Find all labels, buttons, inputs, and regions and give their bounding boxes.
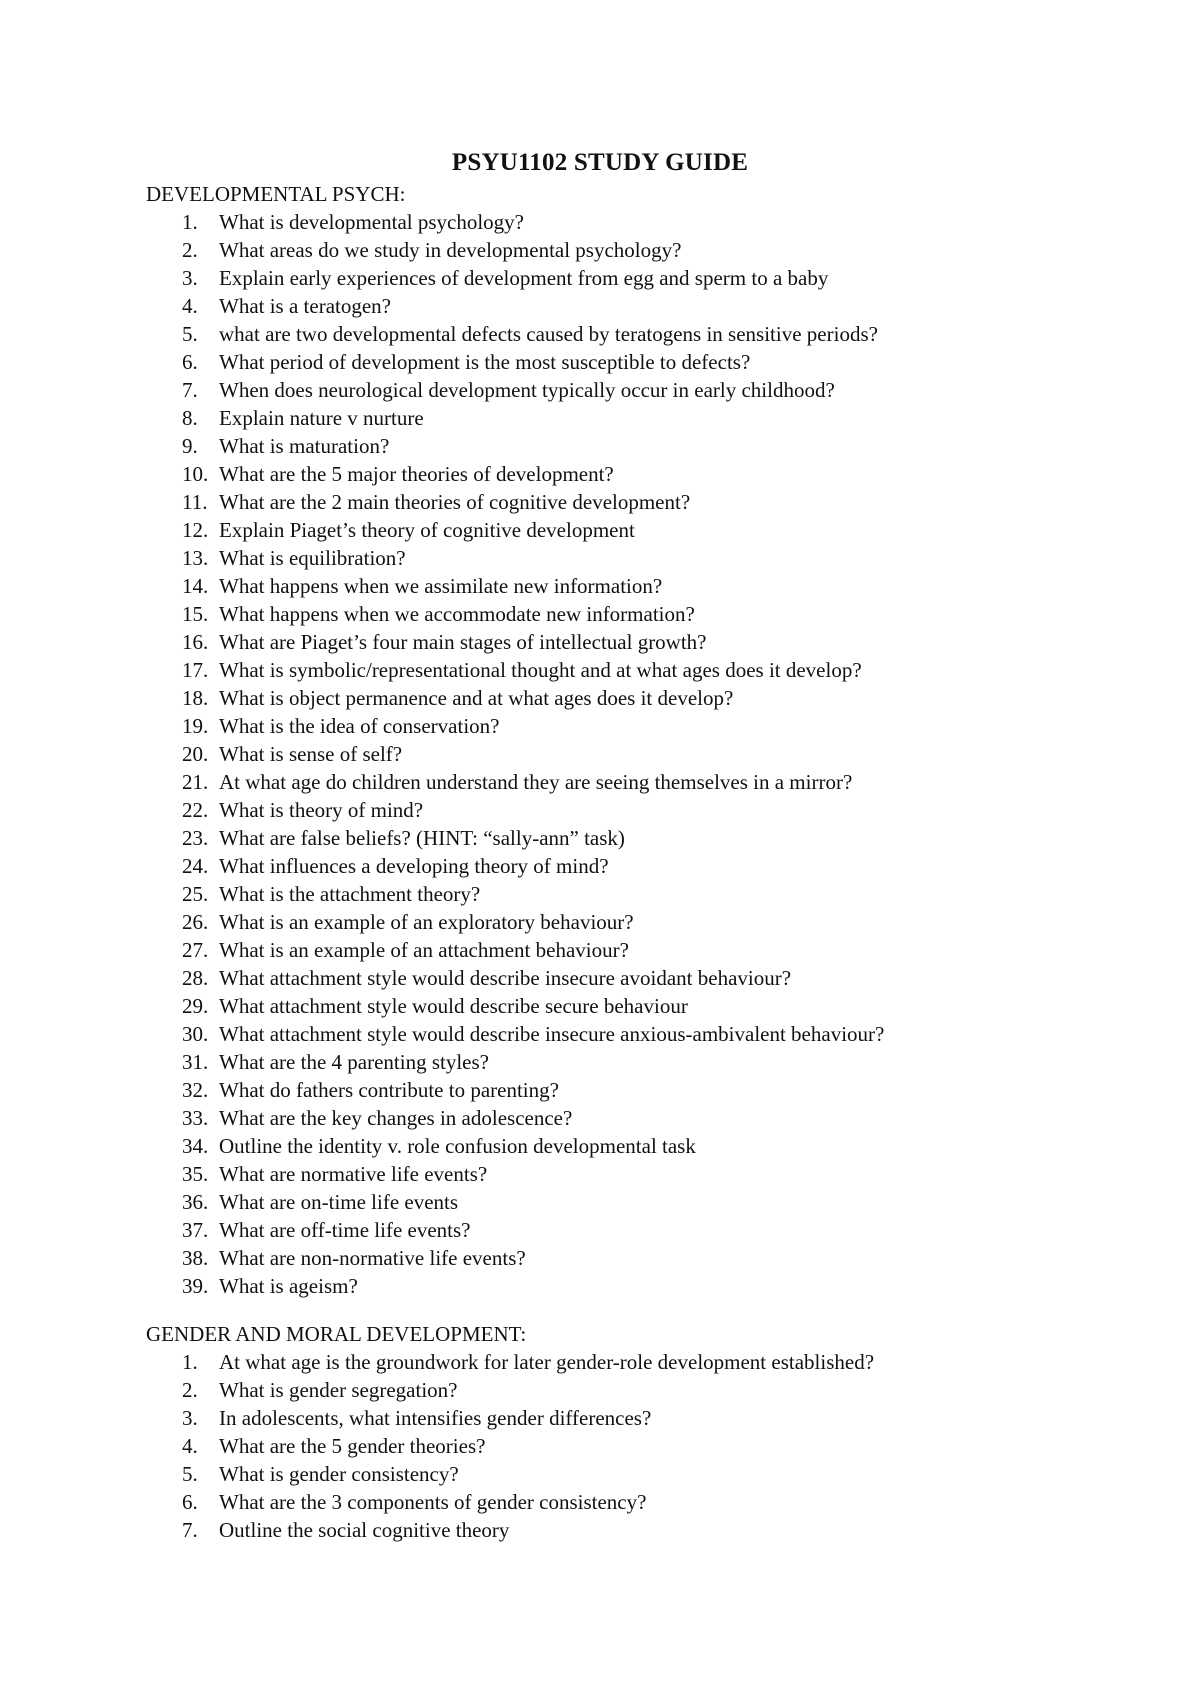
- question-number: 24.: [182, 854, 209, 878]
- page-title: PSYU1102 STUDY GUIDE: [451, 149, 749, 176]
- question-list: [146, 1348, 1146, 1544]
- question-item: [146, 1160, 1146, 1188]
- question-number: 3.: [182, 266, 198, 290]
- question-item: [146, 1432, 1146, 1460]
- question-number: 6.: [182, 1490, 198, 1514]
- question-number: 39.: [182, 1274, 209, 1298]
- question-number: 12.: [182, 518, 209, 542]
- question-item: [146, 796, 1146, 824]
- question-text: What is theory of mind?: [219, 798, 424, 822]
- question-item: [146, 628, 1146, 656]
- question-number: 2.: [182, 1378, 198, 1402]
- question-item: [146, 1048, 1146, 1076]
- question-text: What are the 3 components of gender consistency?: [219, 1490, 647, 1514]
- question-number: 32.: [182, 1078, 209, 1102]
- question-text: What is gender consistency?: [219, 1462, 459, 1486]
- question-item: [146, 544, 1146, 572]
- question-item: [146, 432, 1146, 460]
- question-number: 8.: [182, 406, 198, 430]
- question-item: [146, 1516, 1146, 1544]
- question-number: 16.: [182, 630, 209, 654]
- question-number: 30.: [182, 1022, 209, 1046]
- question-text: What is equilibration?: [219, 546, 406, 570]
- question-text: What is an example of an exploratory behaviour?: [219, 910, 634, 934]
- question-text: What is ageism?: [219, 1274, 358, 1298]
- question-item: [146, 880, 1146, 908]
- question-number: 26.: [182, 910, 209, 934]
- question-number: 29.: [182, 994, 209, 1018]
- question-text: At what age is the groundwork for later gender-role development established?: [219, 1350, 875, 1374]
- question-item: [146, 656, 1146, 684]
- question-item: [146, 1488, 1146, 1516]
- question-item: [146, 348, 1146, 376]
- question-text: What are the 5 major theories of development?: [219, 462, 614, 486]
- question-item: [146, 1272, 1146, 1300]
- question-number: 34.: [182, 1134, 209, 1158]
- question-item: [146, 1376, 1146, 1404]
- question-text: What are off-time life events?: [219, 1218, 471, 1242]
- question-number: 2.: [182, 238, 198, 262]
- question-number: 19.: [182, 714, 209, 738]
- question-number: 9.: [182, 434, 198, 458]
- question-text: What is gender segregation?: [219, 1378, 458, 1402]
- question-text: What is a teratogen?: [219, 294, 391, 318]
- question-text: Explain nature v nurture: [219, 406, 424, 430]
- question-text: What are false beliefs? (HINT: “sally-ann” task): [219, 826, 625, 850]
- question-item: [146, 208, 1146, 236]
- question-item: [146, 684, 1146, 712]
- question-item: [146, 1020, 1146, 1048]
- question-item: [146, 740, 1146, 768]
- question-number: 17.: [182, 658, 209, 682]
- question-number: 7.: [182, 378, 198, 402]
- question-text: What are Piaget’s four main stages of intellectual growth?: [219, 630, 707, 654]
- question-item: [146, 600, 1146, 628]
- question-text: What are on-time life events: [219, 1190, 459, 1214]
- question-text: Outline the social cognitive theory: [219, 1518, 510, 1542]
- question-item: [146, 1132, 1146, 1160]
- question-number: 18.: [182, 686, 209, 710]
- question-item: [146, 768, 1146, 796]
- question-number: 25.: [182, 882, 209, 906]
- question-text: At what age do children understand they are seeing themselves in a mirror?: [219, 770, 853, 794]
- question-item: [146, 236, 1146, 264]
- question-item: [146, 936, 1146, 964]
- question-number: 3.: [182, 1406, 198, 1430]
- question-text: What attachment style would describe secure behaviour: [219, 994, 688, 1018]
- question-list: [146, 208, 1146, 1300]
- question-item: [146, 1348, 1146, 1376]
- question-text: What influences a developing theory of mind?: [219, 854, 609, 878]
- question-text: What areas do we study in developmental psychology?: [219, 238, 682, 262]
- question-text: What is the attachment theory?: [219, 882, 481, 906]
- question-item: [146, 488, 1146, 516]
- question-text: What is developmental psychology?: [219, 210, 525, 234]
- question-number: 31.: [182, 1050, 209, 1074]
- question-text: What is symbolic/representational thought and at what ages does it develop?: [219, 658, 862, 682]
- question-item: [146, 264, 1146, 292]
- question-item: [146, 712, 1146, 740]
- question-text: Outline the identity v. role confusion developmental task: [219, 1134, 696, 1158]
- question-number: 38.: [182, 1246, 209, 1270]
- question-item: [146, 1244, 1146, 1272]
- question-item: [146, 376, 1146, 404]
- question-item: [146, 404, 1146, 432]
- question-text: In adolescents, what intensifies gender differences?: [219, 1406, 652, 1430]
- question-text: What are the key changes in adolescence?: [219, 1106, 573, 1130]
- question-text: What are non-normative life events?: [219, 1246, 526, 1270]
- question-text: What is object permanence and at what ages does it develop?: [219, 686, 734, 710]
- question-number: 27.: [182, 938, 209, 962]
- question-number: 37.: [182, 1218, 209, 1242]
- question-text: What happens when we accommodate new information?: [219, 602, 695, 626]
- question-number: 22.: [182, 798, 209, 822]
- question-number: 7.: [182, 1518, 198, 1542]
- question-text: What are normative life events?: [219, 1162, 488, 1186]
- question-number: 5.: [182, 322, 198, 346]
- question-item: [146, 908, 1146, 936]
- question-text: What are the 4 parenting styles?: [219, 1050, 489, 1074]
- question-number: 6.: [182, 350, 198, 374]
- question-number: 4.: [182, 294, 198, 318]
- section-heading: GENDER AND MORAL DEVELOPMENT:: [146, 1322, 527, 1346]
- question-item: [146, 992, 1146, 1020]
- section-developmental-psych: [146, 180, 1146, 1300]
- question-text: What is maturation?: [219, 434, 390, 458]
- question-number: 1.: [182, 210, 198, 234]
- question-item: [146, 964, 1146, 992]
- question-number: 33.: [182, 1106, 209, 1130]
- question-item: [146, 320, 1146, 348]
- question-number: 10.: [182, 462, 209, 486]
- section-gender-moral-development: [146, 1320, 1146, 1544]
- question-text: What attachment style would describe insecure anxious-ambivalent behaviour?: [219, 1022, 885, 1046]
- question-text: What period of development is the most susceptible to defects?: [219, 350, 751, 374]
- question-text: What attachment style would describe insecure avoidant behaviour?: [219, 966, 792, 990]
- question-item: [146, 1188, 1146, 1216]
- question-item: [146, 1404, 1146, 1432]
- question-number: 4.: [182, 1434, 198, 1458]
- question-text: What happens when we assimilate new information?: [219, 574, 663, 598]
- question-number: 15.: [182, 602, 209, 626]
- question-item: [146, 1460, 1146, 1488]
- question-text: What is an example of an attachment behaviour?: [219, 938, 629, 962]
- question-item: [146, 1216, 1146, 1244]
- question-text: What is sense of self?: [219, 742, 403, 766]
- question-item: [146, 1076, 1146, 1104]
- section-heading: DEVELOPMENTAL PSYCH:: [146, 182, 406, 206]
- question-item: [146, 572, 1146, 600]
- question-number: 13.: [182, 546, 209, 570]
- question-text: What do fathers contribute to parenting?: [219, 1078, 559, 1102]
- question-number: 28.: [182, 966, 209, 990]
- question-number: 1.: [182, 1350, 198, 1374]
- question-text: What are the 2 main theories of cognitive development?: [219, 490, 691, 514]
- question-number: 35.: [182, 1162, 209, 1186]
- question-item: [146, 292, 1146, 320]
- question-number: 11.: [182, 490, 208, 514]
- question-text: what are two developmental defects caused by teratogens in sensitive periods?: [219, 322, 878, 346]
- question-number: 5.: [182, 1462, 198, 1486]
- question-item: [146, 516, 1146, 544]
- question-text: Explain early experiences of development from egg and sperm to a baby: [219, 266, 829, 290]
- question-text: What is the idea of conservation?: [219, 714, 500, 738]
- question-number: 23.: [182, 826, 209, 850]
- question-text: Explain Piaget’s theory of cognitive development: [219, 518, 635, 542]
- question-number: 36.: [182, 1190, 209, 1214]
- question-item: [146, 852, 1146, 880]
- question-item: [146, 824, 1146, 852]
- question-text: What are the 5 gender theories?: [219, 1434, 486, 1458]
- question-number: 14.: [182, 574, 209, 598]
- question-number: 21.: [182, 770, 209, 794]
- question-item: [146, 460, 1146, 488]
- question-number: 20.: [182, 742, 209, 766]
- question-item: [146, 1104, 1146, 1132]
- question-text: When does neurological development typically occur in early childhood?: [219, 378, 835, 402]
